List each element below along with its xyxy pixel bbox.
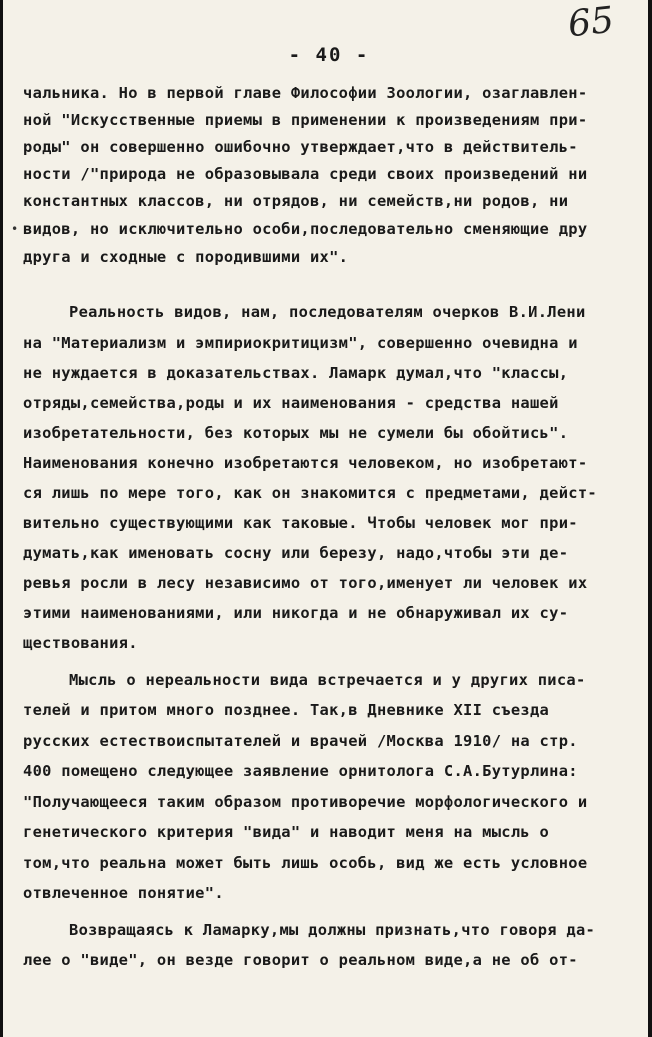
text-line: ся лишь по мере того, как он знакомится с предметами, дейст- xyxy=(23,484,597,502)
folio-number: 65 xyxy=(565,0,616,46)
text-line: отряды,семейства,роды и их наименования - средства нашей xyxy=(23,394,559,412)
margin-mark: • xyxy=(11,222,19,236)
text-line: думать,как именовать сосну или березу, надо,чтобы эти де- xyxy=(23,544,569,562)
text-line: Мысль о нереальности вида встречается и у других писа- xyxy=(69,671,586,689)
text-line: изобретательности, без которых мы не сумели бы обойтись". xyxy=(23,424,569,442)
text-line: константных классов, ни отрядов, ни семейств,ни родов, ни xyxy=(23,192,569,210)
text-line: не нуждается в доказательствах. Ламарк думал,что "классы, xyxy=(23,364,569,382)
text-line: 400 помещено следующее заявление орнитолога С.А.Бутурлина: xyxy=(23,762,578,780)
text-line: лее о "виде", он везде говорит о реальном виде,а не об от- xyxy=(23,951,578,969)
text-line: том,что реальна может быть лишь особь, вид же есть условное xyxy=(23,854,588,872)
text-line: ществования. xyxy=(23,634,138,652)
text-line: видов, но исключительно особи,последовательно сменяющие дру xyxy=(23,220,588,238)
text-line: ной "Искусственные приемы в применении к произведениям при- xyxy=(23,111,588,129)
text-line: ревья росли в лесу независимо от того,именует ли человек их xyxy=(23,574,588,592)
page-number: - 40 - xyxy=(288,44,370,66)
text-line: этими наименованиями, или никогда и не обнаруживал их су- xyxy=(23,604,569,622)
text-line: Наименования конечно изобретаются человеком, но изобретают- xyxy=(23,454,588,472)
text-line: чальника. Но в первой главе Философии Зоологии, озаглавлен- xyxy=(23,84,588,102)
text-line: роды" он совершенно ошибочно утверждает,что в действитель- xyxy=(23,138,578,156)
text-line: ности /"природа не образовывала среди своих произведений ни xyxy=(23,165,588,183)
text-line: генетического критерия "вида" и наводит меня на мысль о xyxy=(23,823,550,841)
text-line: вительно существующими как таковые. Чтобы человек мог при- xyxy=(23,514,578,532)
text-line: телей и притом много позднее. Так,в Дневнике XII съезда xyxy=(23,701,550,719)
text-line: Возвращаясь к Ламарку,мы должны признать,что говоря да- xyxy=(69,921,596,939)
text-line: русских естествоиспытателей и врачей /Москва 1910/ на стр. xyxy=(23,732,578,750)
text-line: отвлеченное понятие". xyxy=(23,884,224,902)
text-line: друга и сходные с породившими их". xyxy=(23,248,349,266)
text-line: "Получающееся таким образом противоречие морфологического и xyxy=(23,793,588,811)
text-line: на "Материализм и эмпириокритицизм", совершенно очевидна и xyxy=(23,334,578,352)
text-line: Реальность видов, нам, последователям очерков В.И.Лени xyxy=(69,303,586,321)
